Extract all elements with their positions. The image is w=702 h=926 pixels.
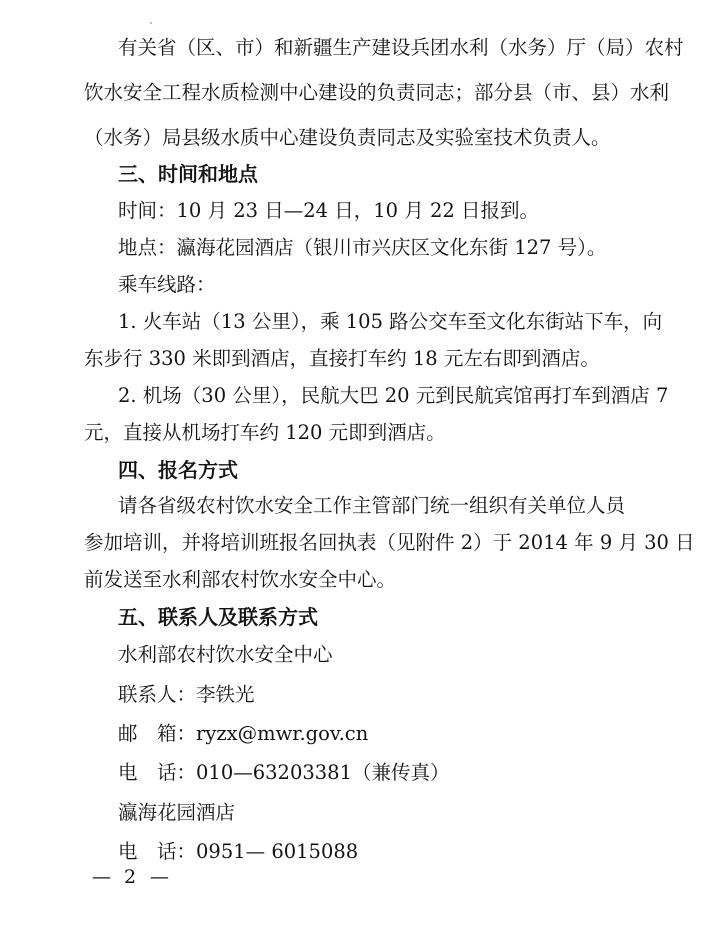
contact-org-1: 水利部农村饮水安全中心: [118, 643, 333, 666]
contact-email-row: [118, 722, 702, 746]
page-number: 2: [124, 866, 137, 888]
registration-line-3: 前发送至水利部农村饮水安全中心。: [84, 568, 397, 591]
email-label: 邮 箱：: [118, 722, 197, 745]
contact-phone-1: 电 话：010—63203381（兼传真）: [118, 761, 450, 784]
attendees-line-2: 饮水安全工程水质检测中心建设的负责同志；部分县（市、县）水利: [84, 81, 670, 104]
route-title: 乘车线路：: [118, 273, 216, 296]
footer-dash-right: —: [150, 866, 169, 888]
time-line: 时间：10 月 23 日—24 日，10 月 22 日报到。: [118, 199, 539, 222]
place-line: 地点：瀛海花园酒店（银川市兴庆区文化东街 127 号）。: [118, 236, 607, 259]
route-2-line-1: 2. 机场（30 公里），民航大巴 20 元到民航宾馆再打车到酒店 7: [118, 384, 669, 407]
registration-line-1: 请各省级农村饮水安全工作主管部门统一组织有关单位人员: [118, 494, 626, 517]
email-link[interactable]: ryzx@mwr.gov.cn: [196, 722, 369, 745]
section-5-heading: 五、联系人及联系方式: [118, 605, 318, 629]
route-1-line-1: 1. 火车站（13 公里），乘 105 路公交车至文化东街站下车，向: [118, 310, 663, 333]
route-2-line-2: 元，直接从机场打车约 120 元即到酒店。: [84, 421, 446, 444]
scan-speck: [150, 22, 152, 24]
contact-org-2: 瀛海花园酒店: [118, 801, 236, 824]
section-4-heading: 四、报名方式: [118, 458, 238, 482]
section-3-heading: 三、时间和地点: [118, 162, 258, 186]
contact-phone-2: 电 话：0951— 6015088: [118, 840, 359, 863]
registration-line-2: 参加培训，并将培训班报名回执表（见附件 2）于 2014 年 9 月 30 日: [84, 531, 695, 554]
contact-person: 联系人：李铁光: [118, 683, 255, 706]
route-1-line-2: 东步行 330 米即到酒店，直接打车约 18 元左右即到酒店。: [84, 347, 600, 370]
footer-dash-left: —: [92, 866, 111, 888]
attendees-line-3: （水务）局县级水质中心建设负责同志及实验室技术负责人。: [84, 126, 611, 149]
attendees-line-1: 有关省（区、市）和新疆生产建设兵团水利（水务）厅（局）农村: [118, 36, 684, 59]
